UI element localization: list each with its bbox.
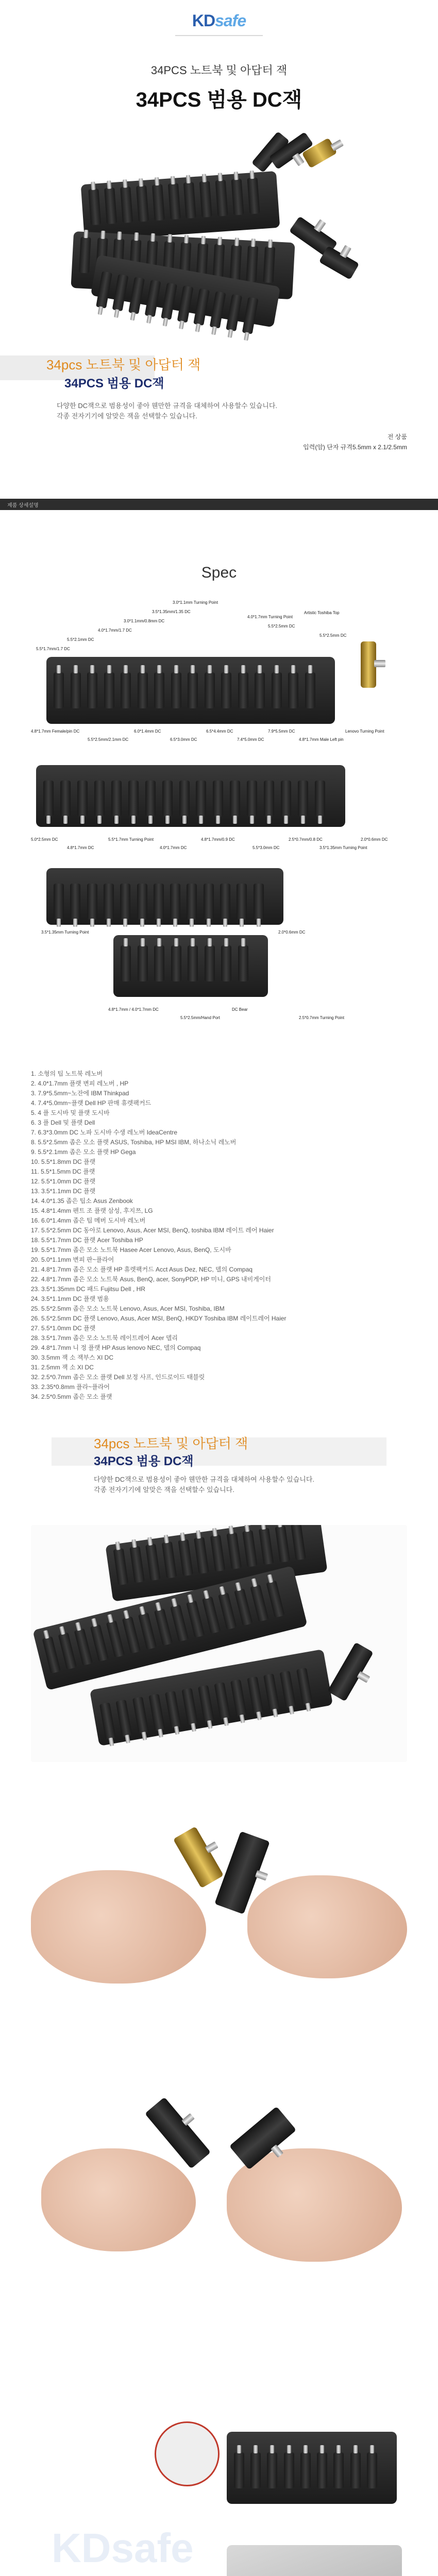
spec-list-item: 2. 4.0*1.7mm 플랫 변피 레노버 , HP (31, 1080, 129, 1087)
adapter-tip (161, 283, 177, 320)
spec-label: 3.5*1.35mm Turning Point (41, 930, 89, 935)
spec-list-item: 21. 4.8*1.7mm 좁은 모소 플랫 HP 휴렛팩커드 Acct Asus Dez, NEC, 델의 Compaq (31, 1266, 252, 1273)
spec-list-item: 8. 5.5*2.5mm 좁은 모소 플랫 ASUS, Toshiba, HP MSI IBM, 하나소닉 레노버 (31, 1139, 237, 1146)
spec-list-item: 25. 5.5*2.5mm 좁은 모소 노트북 Lenovo, Asus, Acer MSI, Toshiba, IBM (31, 1305, 225, 1312)
spec-list-item: 1. 소형의 팁 노트북 레노버 (31, 1070, 103, 1077)
adapter-tip (120, 884, 130, 920)
adapter-tip (230, 1680, 247, 1717)
spec-list-item: 23. 3.5*1.35mm DC 패드 Fujitsu Dell , HR (31, 1285, 145, 1293)
adapter-tip (58, 1632, 77, 1670)
intro-product-image (36, 453, 397, 495)
spec-label: 3.5*1.35mm Turning Point (319, 845, 367, 850)
adapter-tip (319, 246, 360, 280)
spec-label: 4.8*1.7mm Male Left pin (299, 737, 344, 742)
adapter-tip (298, 781, 308, 817)
spec-list-item: 12. 5.5*1.0mm DC 플랫 (31, 1178, 96, 1185)
adapter-tip (148, 1694, 165, 1731)
spec-list-item: 13. 3.5*1.1mm DC 플랫 (31, 1188, 96, 1195)
adapter-tip (54, 884, 64, 920)
adapter-tip (71, 672, 81, 708)
spec-title: Spec (201, 564, 237, 581)
adapter-strip (227, 2432, 397, 2504)
adapter-tip (234, 1588, 252, 1626)
adapter-tip (128, 781, 139, 817)
spec-strip-4 (113, 935, 268, 997)
spec-label: 5.5*2.1mm DC (67, 637, 94, 642)
adapter-tip (259, 1528, 274, 1565)
adapter-tip (128, 277, 145, 314)
spec-list-item: 15. 4.8*1.4mm 펜트 조 플랫 삼성, 후지쯔, LG (31, 1207, 153, 1214)
spec-list-item: 22. 4.8*1.7mm 좁은 모소 노트북 Asus, BenQ, acer, SonyPDP, HP 미니, GPS 내비게이터 (31, 1276, 271, 1283)
spec-list-item: 7. 6.3*3.0mm DC 노파 도시바 수생 레노버 IdeaCentre (31, 1129, 177, 1136)
spec-label: 4.8*1.7mm/0.9 DC (201, 837, 235, 842)
spec-list-item: 33. 2.35*0.8mm 플라~플라어 (31, 1383, 110, 1391)
adapter-tip (255, 672, 265, 708)
adapter-tip (145, 280, 161, 317)
adapter-tip (90, 1624, 109, 1662)
spec-strip-2 (36, 765, 345, 827)
laptop-scene (31, 2391, 407, 2576)
adapter-tip (226, 294, 242, 331)
adapter-tip (275, 1526, 290, 1563)
adapter-tip (179, 781, 190, 817)
adapter-tip (178, 1539, 193, 1576)
adapter-tip (199, 181, 212, 217)
spec-label: 7.9*5.5mm DC (268, 729, 295, 734)
adapter-tip (196, 781, 206, 817)
adapter-tip (60, 781, 71, 817)
spec-list-item: 14. 4.0*1.35 좁은 팁소 Asus Zenbook (31, 1197, 133, 1205)
adapter-tip (288, 672, 298, 708)
spec-list-item: 16. 6.0*1.4mm 좁은 팁 메버 도시바 레노버 (31, 1217, 146, 1224)
spec-list-item: 28. 3.5*1.7mm 좁은 모소 노트북 레이트레어 Acer 델리 (31, 1334, 178, 1342)
adapter-tip (121, 945, 131, 981)
spec-label: 2.0*0.6mm DC (361, 837, 388, 842)
adapter-tip (145, 781, 156, 817)
spec-strip-3 (46, 868, 283, 925)
adapter-tip (210, 1534, 226, 1571)
spec-label: 5.5*2.5mm/Hand Port (180, 1015, 220, 1020)
adapter-tip (70, 884, 80, 920)
intro-desc-2: 각종 전자기기에 알맞은 잭을 선택할수 있습니다. (57, 412, 197, 420)
adapter-tip (198, 1685, 214, 1722)
adapter-tip (165, 1691, 181, 1728)
spec-list-item: 4. 7.4*5.0mm~플랫 Dell HP 판매 휴렛팩커드 (31, 1099, 151, 1107)
spec-label: 2.0*0.6mm DC (278, 930, 306, 935)
adapter-tip (186, 1600, 205, 1638)
adapter-tip (171, 945, 181, 981)
adapter-tip (243, 1530, 258, 1567)
spec-label: 4.8*1.7mm Female/pin DC (31, 729, 80, 734)
adapter-tip (263, 1673, 280, 1710)
spec-list-item: 29. 4.8*1.7mm 니 정 플랫 HP Asus lenovo NEC, 델의 Compaq (31, 1344, 201, 1351)
adapter-tip (137, 884, 147, 920)
logo-divider (175, 35, 263, 36)
laptop (227, 2545, 402, 2576)
spec-label: 4.8*1.7mm / 4.0*1.7mm DC (108, 1007, 159, 1012)
adapter-tip (205, 945, 215, 981)
adapter-tip (193, 289, 210, 326)
adapter-tip (187, 884, 197, 920)
adapter-tip (237, 884, 247, 920)
brand-logo: KDsafe (192, 11, 246, 30)
spec-list-item: 30. 3.5mm 잭 소 잭부스 XI DC (31, 1354, 113, 1361)
adapter-tip (170, 1604, 189, 1642)
adapter-tip (162, 781, 173, 817)
adapter-tip (79, 237, 91, 274)
spec-label: Artistic Toshiba Top (304, 611, 340, 615)
adapter-tip (247, 177, 260, 214)
adapter-tip (264, 781, 274, 817)
spec-label: 7.4*5.0mm DC (237, 737, 264, 742)
intro2-heading-small: 34pcs 노트북 및 아답터 잭 (94, 1436, 248, 1451)
adapter-tip (317, 2452, 327, 2488)
spec-label: 3.0*1.1mm Turning Point (173, 600, 218, 605)
adapter-tip (214, 1682, 231, 1719)
adapter-tip-gold (361, 641, 376, 688)
hand-right (247, 1875, 407, 1978)
zoom-circle (155, 2421, 220, 2486)
spec-list-item: 9. 5.5*2.1mm 좁은 모소 플랫 HP Gega (31, 1148, 136, 1156)
spec-list-item: 34. 2.5*0.5mm 좁은 모소 플랫 (31, 1393, 112, 1400)
spec-list-item: 26. 5.5*2.5mm DC 플랫 Lenovo, Asus, Acer MSI, BenQ, HKDY Toshiba IBM 레이트레어 Haier (31, 1315, 287, 1322)
intro2-section (0, 1422, 438, 1525)
spec-list-item: 5. 4 플 도시바 및 플랫 도시바 (31, 1109, 110, 1116)
adapter-tip (231, 179, 244, 215)
adapter-tip (350, 2452, 361, 2488)
adapter-tip (218, 1592, 237, 1630)
spec-label: 4.0*1.7mm Turning Point (247, 615, 293, 619)
adapter-strip (81, 171, 280, 241)
intro2-desc-2: 각종 전자기기에 알맞은 잭을 선택할수 있습니다. (94, 1486, 234, 1494)
adapter-tip (194, 1537, 209, 1574)
adapter-tip (77, 781, 88, 817)
adapter-tip (136, 185, 149, 222)
spec-list-item: 31. 2.5mm 잭 소 XI DC (31, 1364, 94, 1371)
spec-list-item: 27. 5.5*1.0mm DC 플랫 (31, 1325, 96, 1332)
adapter-tip (188, 672, 198, 708)
adapter-tip (167, 183, 180, 219)
adapter-tip (154, 1608, 173, 1646)
info-bar-label: 제품 상세설명 (7, 503, 39, 509)
spec-list-item: 24. 3.5*1.1mm DC 플랫 범용 (31, 1295, 109, 1302)
adapter-tip-gold (173, 1826, 224, 1888)
spec-label: 2.5*0.7mm/0.8 DC (289, 837, 323, 842)
adapter-tip (121, 672, 131, 708)
adapter-tip (54, 672, 64, 708)
hero-product-image (62, 116, 381, 327)
adapter-tip (116, 1700, 132, 1737)
adapter-tip (94, 781, 105, 817)
adapter-tip (88, 189, 101, 225)
brand-watermark: KDsafe (52, 2525, 194, 2571)
intro-dim-2: 입력(암) 단자 규격5.5mm x 2.1/2.5mm (303, 444, 407, 451)
adapter-tip (181, 1688, 198, 1725)
adapter-tip (267, 2452, 277, 2488)
adapter-tip (327, 1642, 374, 1701)
adapter-tip (247, 781, 257, 817)
adapter-tip (250, 1584, 268, 1622)
spec-label: 5.5*2.5mm/2.1mm DC (88, 737, 129, 742)
section2-photo (0, 510, 438, 511)
adapter-tip (280, 1671, 296, 1708)
spec-label: 6.5*3.0mm DC (170, 737, 197, 742)
adapter-tip (305, 672, 315, 708)
adapter-tip (229, 245, 242, 281)
spec-label: 3.0*1.1mm/0.8mm DC (124, 619, 165, 623)
spec-list-item: 11. 5.5*1.5mm DC 플랫 (31, 1168, 95, 1175)
spec-label: 4.0*1.7mm/1.7 DC (98, 628, 132, 633)
spec-diagram (31, 600, 407, 1054)
spec-label: 5.5*3.0mm DC (252, 845, 280, 850)
spec-list (31, 1069, 423, 1402)
spec-list-item: 3. 7.9*5.5mm~노잔에 IBM Thinkpad (31, 1090, 129, 1097)
spec-list-item: 18. 5.5*1.7mm DC 플랫 Acer Toshiba HP (31, 1236, 143, 1244)
spec-label: 5.5*2.5mm DC (268, 624, 295, 629)
intro-dim-1: 전 상품 (387, 433, 407, 440)
strips-photo (31, 1525, 407, 1762)
intro-heading-small: 34pcs 노트북 및 아답터 잭 (46, 357, 201, 372)
spec-label: Lenovo Turning Point (345, 729, 384, 734)
spec-label: 5.0*2.5mm DC (31, 837, 58, 842)
adapter-tip (220, 884, 230, 920)
spec-label: 6.0*1.4mm DC (134, 729, 161, 734)
adapter-tip (247, 1676, 263, 1714)
adapter-tip (162, 1541, 177, 1579)
adapter-tip (113, 1548, 129, 1585)
intro-desc-1: 다양한 DC잭으로 범용성이 좋아 웬만한 규격을 대체하여 사용할수 있습니다. (57, 402, 278, 410)
adapter-tip (87, 884, 97, 920)
spec-label: DC Bear (232, 1007, 248, 1012)
info-bar (0, 499, 438, 510)
adapter-tip (250, 2452, 261, 2488)
hand-left (31, 1870, 206, 1984)
adapter-tip (238, 672, 248, 708)
adapter-tip (122, 1616, 141, 1654)
header-subtitle: 34PCS 노트북 및 아답터 잭 (150, 64, 288, 77)
hands-photo-2 (31, 2045, 407, 2277)
adapter-tip (132, 1697, 149, 1734)
adapter-tip (129, 1546, 145, 1583)
adapter-tip (263, 246, 275, 283)
spec-list-item: 10. 5.5*1.8mm DC 플랫 (31, 1158, 96, 1165)
header-title: 34PCS 범용 DC잭 (136, 89, 302, 111)
adapter-tip (112, 274, 129, 311)
adapter-tip (154, 884, 164, 920)
spec-list-item: 17. 5.5*2.5mm DC 동아로 Lenovo, Asus, Acer MSI, BenQ, toshiba IBM 레이트 레어 Haier (31, 1227, 274, 1234)
adapter-tip (171, 672, 181, 708)
adapter-tip (205, 672, 215, 708)
adapter-tip (213, 781, 223, 817)
adapter-tip (296, 1668, 313, 1705)
adapter-tip (177, 285, 194, 323)
spec-label: 5.5*1.7mm/1.7 DC (36, 647, 70, 651)
adapter-tip (367, 2452, 377, 2488)
spec-label: 2.5*0.7mm Turning Point (299, 1015, 345, 1020)
spec-label: 5.5*2.5mm DC (319, 633, 347, 638)
adapter-tip (111, 781, 122, 817)
adapter-tip (202, 1596, 221, 1634)
adapter-tip (238, 945, 248, 981)
adapter-tip (138, 945, 148, 981)
spec-label: 4.8*1.7mm DC (67, 845, 94, 850)
intro-heading: 34PCS 범용 DC잭 (64, 377, 164, 391)
adapter-tip (254, 884, 264, 920)
adapter-tip (99, 1702, 116, 1739)
spec-label: 6.5*4.4mm DC (206, 729, 233, 734)
adapter-tip (221, 945, 231, 981)
hand-left (41, 2148, 196, 2251)
adapter-tip (154, 672, 164, 708)
adapter-tip (154, 945, 164, 981)
adapter-tip (74, 1628, 93, 1666)
intro2-desc-1: 다양한 DC잭으로 범용성이 좋아 웬만한 규격을 대체하여 사용할수 있습니다. (94, 1476, 315, 1483)
spec-list-item: 20. 5.0*1.1mm 변피 판~플라어 (31, 1256, 114, 1263)
adapter-tip (96, 271, 112, 308)
adapter-tip (221, 672, 231, 708)
adapter-tip (284, 2452, 294, 2488)
adapter-tip (106, 1620, 125, 1658)
hands-photo (31, 1788, 407, 2020)
spec-label: 3.5*1.35mm/1.35 DC (152, 609, 191, 614)
adapter-tip (246, 246, 259, 282)
adapter-tip (170, 884, 180, 920)
adapter-tip (210, 291, 226, 328)
adapter-tip (183, 182, 196, 218)
intro2-heading: 34PCS 범용 DC잭 (94, 1454, 194, 1468)
adapter-tip (104, 884, 114, 920)
adapter-tip (104, 188, 117, 224)
adapter-tip (138, 672, 148, 708)
spec-strip-1 (46, 657, 335, 724)
adapter-tip (104, 672, 114, 708)
adapter-tip (234, 2452, 244, 2488)
adapter-tip (291, 1525, 307, 1561)
adapter-tip (215, 180, 228, 216)
adapter-tip (43, 781, 54, 817)
adapter-tip (266, 1580, 284, 1618)
spec-list-item: 32. 2.5*0.7mm 좁은 모소 플랫 Dell 보정 사프, 인드로이드 태블릿 (31, 1374, 205, 1381)
adapter-tip (145, 1544, 161, 1581)
adapter-tip (204, 884, 214, 920)
adapter-tip (120, 187, 133, 223)
spec-label: 5.5*1.7mm Turning Point (108, 837, 154, 842)
spec-list-item: 19. 5.5*1.7mm 좁은 모소 노트북 Hasee Acer Lenovo, Asus, BenQ, 도시바 (31, 1246, 231, 1253)
adapter-tip (138, 1612, 157, 1650)
adapter-tip (87, 672, 97, 708)
adapter-tip (315, 781, 325, 817)
adapter-tip (272, 672, 282, 708)
adapter-tip (226, 1532, 242, 1569)
spec-list-item: 6. 3 플 Dell 및 플랫 Dell (31, 1119, 95, 1126)
adapter-tip (230, 781, 240, 817)
adapter-tip (242, 297, 259, 334)
adapter-tip (152, 184, 165, 221)
adapter-tip (300, 2452, 311, 2488)
adapter-tip (42, 1636, 61, 1674)
adapter-tip (188, 945, 198, 981)
spec-label: 4.0*1.7mm DC (160, 845, 187, 850)
adapter-tip (281, 781, 291, 817)
adapter-tip (333, 2452, 344, 2488)
